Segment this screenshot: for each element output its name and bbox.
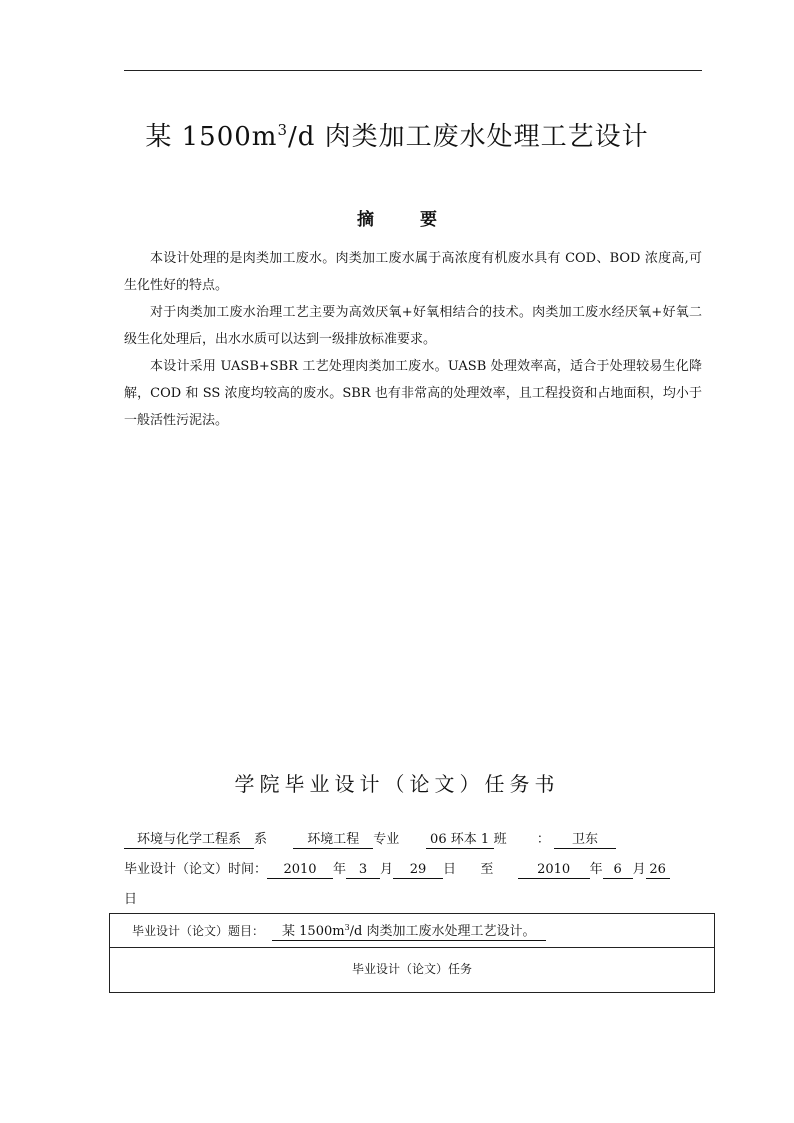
topic-row [110,914,714,948]
major-field: 环境工程 [293,832,373,849]
abstract-body [124,245,702,434]
title-superscript: 3 [277,121,288,139]
abstract-heading: 摘 要 [357,210,457,230]
end-month-field: 6 [603,862,633,879]
task-table [109,913,715,993]
header-rule [124,70,702,71]
start-year-label: 年 [333,862,347,877]
to-label: 至 [480,862,494,877]
class-field: 06 环本 1 [426,832,494,849]
document-title [0,116,794,153]
major-label: 专业 [373,832,400,847]
start-day-label: 日 [443,862,457,877]
start-year-field: 2010 [267,862,333,879]
abstract-paragraph-3: 本设计采用 UASB+SBR 工艺处理肉类加工废水。UASB 处理效率高，适合于处理较易生化降解，COD 和 SS 浓度均较高的废水。SBR 也有非常高的处理效率，且工程投资和占地面积，均小于一般活性污泥法。 [124,359,702,428]
design-time-line [124,858,702,879]
title-text-end: /d 肉类加工废水处理工艺设计 [287,122,649,152]
abstract-paragraph-2: 对于肉类加工废水治理工艺主要为高效厌氧+好氧相结合的技术。肉类加工废水经厌氧+好氧二级生化处理后，出水水质可以达到一级排放标准要求。 [124,305,702,347]
department-suffix: 系 [254,832,268,847]
topic-text-end: /d 肉类加工废水处理工艺设计。 [349,924,536,939]
abstract-paragraph-1: 本设计处理的是肉类加工废水。肉类加工废水属于高浓度有机废水具有 COD、BOD 浓度高,可生化性好的特点。 [124,251,702,293]
student-info-line [124,828,702,849]
name-colon: ： [536,832,550,847]
department-field: 环境与化学工程系 [124,832,254,849]
topic-text-start: 某 1500m [282,924,345,939]
task-row: 毕业设计（论文）任务 [351,962,472,976]
start-month-label: 月 [380,862,394,877]
title-text-start: 某 1500m [145,122,278,152]
class-label: 班 [493,832,507,847]
student-name-field: 卫东 [554,832,616,849]
topic-superscript: 3 [344,923,350,932]
end-day-label: 日 [124,892,138,907]
end-year-label: 年 [589,862,603,877]
start-day-field: 29 [393,862,443,879]
topic-label: 毕业设计（论文）题目： [132,924,265,938]
end-day-field: 26 [646,862,670,879]
task-heading: 学院毕业设计（论文）任务书 [234,772,560,796]
topic-field [272,920,545,941]
end-year-field: 2010 [518,862,590,879]
end-month-label: 月 [632,862,646,877]
time-label: 毕业设计（论文）时间： [124,862,268,877]
start-month-field: 3 [346,862,380,879]
